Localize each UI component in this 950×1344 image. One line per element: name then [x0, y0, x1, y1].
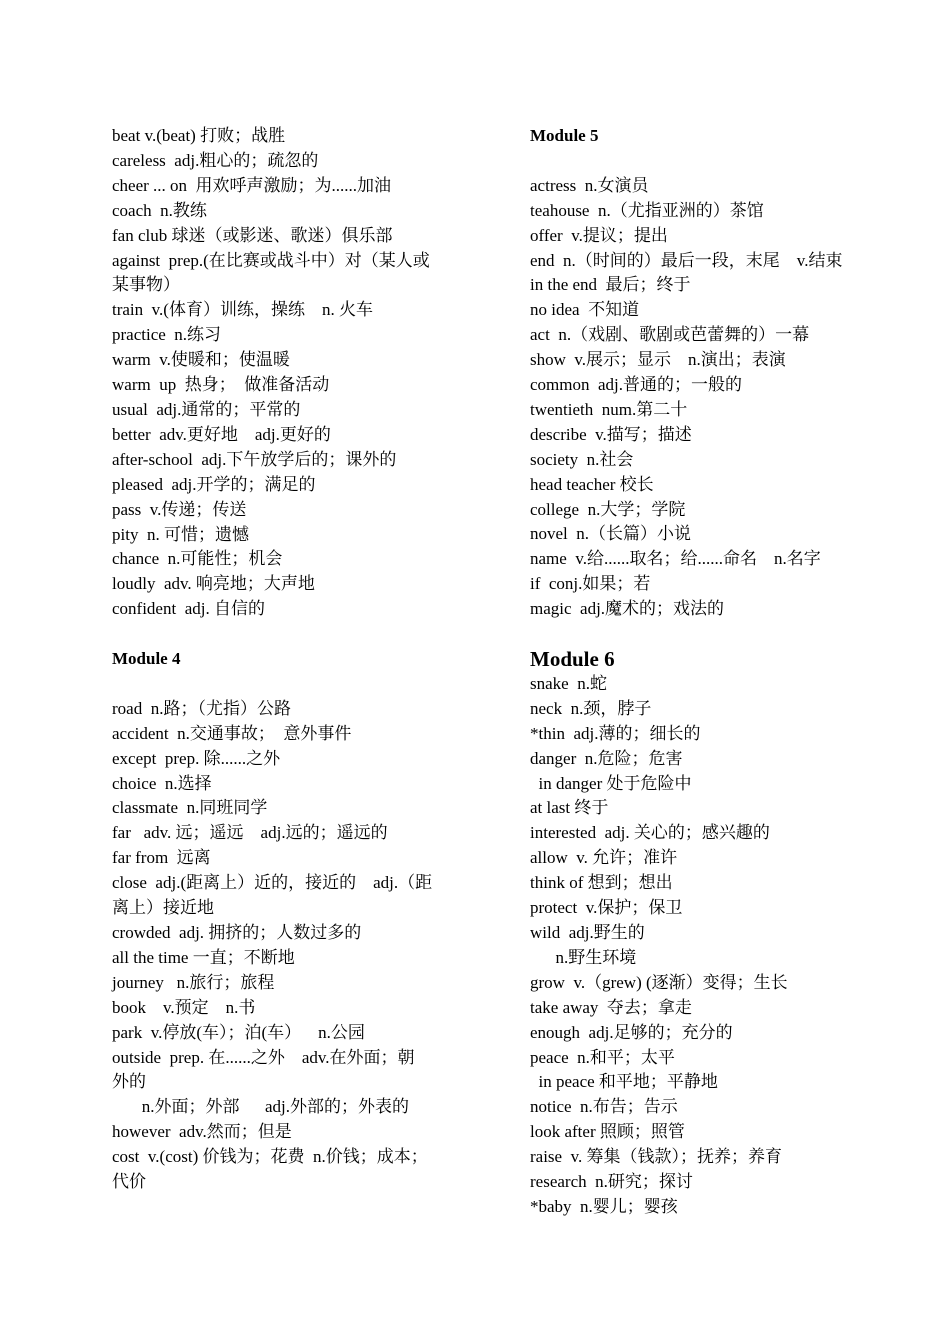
vocab-entry: raise v. 筹集（钱款）；抚养；养育 [530, 1147, 782, 1167]
vocab-entry: careless adj.粗心的；疏忽的 [112, 150, 319, 170]
vocab-entry: fan club 球迷（或影迷、歌迷）俱乐部 [112, 225, 393, 245]
vocab-entry: peace n.和平；太平 [530, 1047, 675, 1067]
vocab-entry: actress n.女演员 [530, 175, 649, 195]
vocab-entry: head teacher 校长 [530, 474, 654, 494]
vocab-entry: twentieth num.第二十 [530, 399, 688, 419]
vocab-entry: outside prep. 在......之外 adv.在外面；朝 [112, 1047, 415, 1067]
vocab-entry: close adj.(距离上）近的，接近的 adj.（距 [112, 873, 433, 893]
vocab-entry: classmate n.同班同学 [112, 798, 268, 818]
vocab-entry: *baby n.婴儿；婴孩 [530, 1196, 678, 1216]
vocab-entry: look after 照顾；照管 [530, 1122, 685, 1142]
vocab-entry: show v.展示；显示 n.演出；表演 [530, 350, 786, 370]
vocab-entry: except prep. 除......之外 [112, 748, 281, 768]
spacer [112, 672, 468, 697]
vocab-entry: at last 终于 [530, 798, 609, 818]
vocab-entry: neck n.颈，脖子 [530, 698, 652, 718]
vocab-entry: cost v.(cost) 价钱为；花费 n.价钱；成本； [112, 1147, 428, 1167]
vocab-entry: describe v.描写；描述 [530, 424, 692, 444]
vocab-entry: better adv.更好地 adj.更好的 [112, 424, 331, 444]
vocab-entry: usual adj.通常的；平常的 [112, 399, 301, 419]
vocab-entry: coach n.教练 [112, 200, 207, 220]
vocab-entry: however adv.然而；但是 [112, 1122, 292, 1142]
vocab-entry: all the time 一直；不断地 [112, 947, 295, 967]
vocab-entry: novel n.（长篇）小说 [530, 524, 692, 544]
vocab-entry: in the end 最后；终于 [530, 275, 691, 295]
spacer [112, 622, 468, 647]
vocab-entry: common adj.普通的；一般的 [530, 375, 743, 395]
vocab-entry: chance n.可能性；机会 [112, 549, 283, 569]
vocab-entry: grow v.（grew) (逐渐）变得；生长 [530, 972, 788, 992]
vocab-entry: wild adj.野生的 [530, 922, 645, 942]
vocab-entry: confident adj. 自信的 [112, 599, 265, 619]
vocab-entry: allow v. 允许；准许 [530, 848, 678, 868]
module5-heading: Module 5 [530, 126, 599, 145]
vocab-entry: *thin adj.薄的；细长的 [530, 723, 701, 743]
vocab-entry: warm up 热身； 做准备活动 [112, 375, 330, 395]
vocab-entry: loudly adv. 响亮地；大声地 [112, 574, 315, 594]
vocab-entry: 外的 [112, 1072, 146, 1092]
vocab-entry: beat v.(beat) 打败；战胜 [112, 126, 286, 145]
module3-word-list [112, 124, 468, 622]
vocab-entry: pity n. 可惜；遗憾 [112, 524, 249, 544]
vocab-entry: practice n.练习 [112, 325, 222, 345]
vocab-entry: book v.预定 n.书 [112, 997, 256, 1017]
vocab-entry: notice n.布告；告示 [530, 1097, 678, 1117]
vocab-entry: in danger 处于危险中 [530, 773, 692, 793]
spacer [530, 149, 890, 174]
module6-word-list [530, 672, 890, 1220]
module4-word-list [112, 697, 468, 1195]
module4-heading: Module 4 [112, 649, 181, 669]
vocab-entry: 离上）接近地 [112, 898, 214, 918]
vocab-entry: n.野生环境 [530, 947, 637, 967]
vocab-entry: choice n.选择 [112, 773, 212, 793]
vocab-entry: end n.（时间的）最后一段，末尾 v.结束 [530, 250, 843, 270]
vocab-entry: train v.(体育）训练，操练 n. 火车 [112, 300, 373, 320]
vocab-entry: accident n.交通事故； 意外事件 [112, 723, 352, 743]
vocab-entry: think of 想到；想出 [530, 873, 673, 893]
vocab-entry: in peace 和平地；平静地 [530, 1072, 718, 1092]
vocab-entry: cheer ... on 用欢呼声激励；为......加油 [112, 175, 392, 195]
vocab-entry: no idea 不知道 [530, 300, 640, 320]
vocab-entry: protect v.保护；保卫 [530, 898, 683, 918]
vocab-entry: interested adj. 关心的；感兴趣的 [530, 823, 770, 843]
spacer [530, 622, 890, 647]
vocab-entry: crowded adj. 拥挤的；人数过多的 [112, 922, 362, 942]
vocab-entry: act n.（戏剧、歌剧或芭蕾舞的）一幕 [530, 325, 810, 345]
vocab-entry: danger n.危险；危害 [530, 748, 683, 768]
vocab-entry: journey n.旅行；旅程 [112, 972, 275, 992]
module6-heading: Module 6 [530, 647, 615, 671]
vocab-entry: teahouse n.（尤指亚洲的）茶馆 [530, 200, 764, 220]
vocab-entry: after-school adj.下午放学后的；课外的 [112, 449, 397, 469]
vocab-entry: far from 远离 [112, 848, 211, 868]
vocab-entry: 代价 [112, 1172, 146, 1192]
vocab-entry: name v.给......取名；给......命名 n.名字 [530, 549, 821, 569]
vocab-entry: college n.大学；学院 [530, 499, 686, 519]
vocab-entry: offer v.提议；提出 [530, 225, 668, 245]
module5-word-list [530, 174, 890, 622]
vocab-entry: take away 夺去；拿走 [530, 997, 692, 1017]
vocab-entry: snake n.蛇 [530, 673, 607, 693]
vocab-entry: n.外面；外部 adj.外部的；外表的 [112, 1097, 410, 1117]
vocab-entry: far adv. 远；遥远 adj.远的；遥远的 [112, 823, 388, 843]
vocab-entry: research n.研究；探讨 [530, 1172, 693, 1192]
vocab-entry: magic adj.魔术的；戏法的 [530, 599, 725, 619]
vocab-entry: if conj.如果；若 [530, 574, 651, 594]
vocab-entry: against prep.(在比赛或战斗中）对（某人或 [112, 250, 430, 270]
vocab-entry: warm v.使暖和；使温暖 [112, 350, 290, 370]
vocab-entry: road n.路；（尤指）公路 [112, 698, 291, 718]
vocab-entry: park v.停放(车）；泊(车） n.公园 [112, 1022, 365, 1042]
vocab-entry: enough adj.足够的；充分的 [530, 1022, 733, 1042]
vocab-entry: society n.社会 [530, 449, 634, 469]
vocab-entry: pleased adj.开学的；满足的 [112, 474, 316, 494]
right-column [530, 124, 890, 1220]
left-column [112, 124, 468, 1195]
vocab-entry: 某事物） [112, 275, 180, 295]
vocab-entry: pass v.传递；传送 [112, 499, 247, 519]
